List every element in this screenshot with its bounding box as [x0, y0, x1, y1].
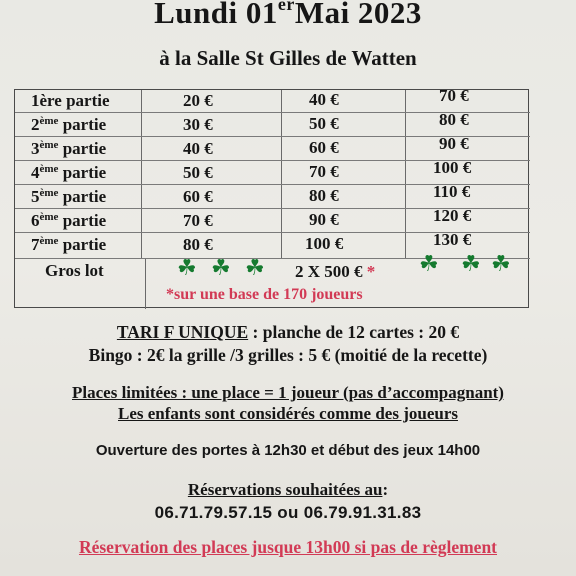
tarif-text: : planche de 12 cartes : 20 € — [248, 322, 460, 342]
row-word: partie — [58, 187, 107, 206]
prize-cell: 110 € — [433, 182, 471, 201]
row-num: 6 — [31, 211, 40, 230]
opening-hours: Ouverture des portes à 12h30 et début des jeux 14h00 — [95, 442, 481, 459]
prize-cell: 120 € — [433, 206, 472, 225]
prize-cell: 50 € — [183, 163, 213, 182]
row-word: partie — [58, 211, 107, 230]
row-sup: ème — [39, 211, 59, 223]
table-divider — [145, 258, 146, 309]
prize-cell: 40 € — [309, 90, 339, 109]
prize-cell: 70 € — [309, 162, 339, 181]
row-num: 5 — [31, 187, 40, 206]
prize-cell: 70 € — [183, 211, 213, 230]
prize-cell: 100 € — [433, 158, 472, 177]
row-label — [31, 211, 106, 231]
row-label — [31, 235, 106, 255]
phone-numbers: 06.71.79.57.15 ou 06.79.91.31.83 — [154, 503, 422, 522]
row-num: 2 — [31, 115, 40, 134]
enfants-line: Les enfants sont considérés comme des joueurs — [118, 404, 458, 423]
row-label — [31, 115, 106, 135]
row-num: 7 — [31, 235, 40, 254]
row-sup: ème — [39, 139, 59, 151]
row-word: partie — [58, 139, 107, 158]
row-sup: ème — [39, 163, 59, 175]
reservations-label: Réservations souhaitées au — [187, 480, 383, 499]
title-sup: er — [277, 0, 295, 14]
prize-cell: 90 € — [309, 210, 339, 229]
reservations-heading — [0, 480, 576, 500]
prize-cell: 90 € — [439, 134, 469, 153]
prize-cell: 80 € — [309, 186, 339, 205]
gros-lot-star: * — [366, 262, 376, 281]
row-word: partie — [58, 235, 107, 254]
prize-cell: 60 € — [309, 138, 339, 157]
prize-cell: 130 € — [433, 230, 472, 249]
prize-cell: 100 € — [305, 234, 344, 253]
prize-cell: 60 € — [183, 187, 213, 206]
reservations-colon: : — [382, 480, 389, 499]
row-sup: ème — [39, 187, 59, 199]
row-label — [31, 163, 106, 183]
prize-cell: 70 € — [439, 86, 469, 105]
shamrock-icon: ☘ — [245, 255, 265, 280]
title-rest: Mai 2023 — [294, 0, 422, 30]
row-num: 4 — [31, 163, 40, 182]
shamrock-icon: ☘ — [177, 255, 197, 280]
bingo-line: Bingo : 2€ la grille /3 grilles : 5 € (moitié de la recette) — [88, 345, 488, 365]
prize-cell: 40 € — [183, 139, 213, 158]
gros-lot-label: Gros lot — [45, 261, 104, 280]
row-sup: ème — [39, 115, 59, 127]
gros-lot-amount: 2 X 500 € — [295, 262, 363, 281]
row-sup: ème — [39, 235, 59, 247]
prize-cell: 50 € — [309, 114, 339, 133]
row-label — [31, 139, 106, 159]
poster-title — [0, 0, 576, 31]
venue-line: à la Salle St Gilles de Watten — [159, 46, 417, 70]
shamrock-icon: ☘ — [491, 251, 511, 276]
shamrock-icon: ☘ — [211, 255, 231, 280]
row-word: partie — [58, 163, 107, 182]
prize-cell: 30 € — [183, 115, 213, 134]
prize-cell: 80 € — [183, 235, 213, 254]
places-line: Places limitées : une place = 1 joueur (pas d’accompagnant) — [72, 383, 504, 402]
row-label — [31, 187, 106, 207]
row-num: 3 — [31, 139, 40, 158]
base-note: *sur une base de 170 joueurs — [166, 286, 363, 303]
row-word: partie — [58, 115, 107, 134]
title-date: Lundi 01 — [154, 0, 278, 30]
shamrock-icon: ☘ — [419, 251, 439, 276]
tarif-line — [0, 322, 576, 343]
prize-cell: 20 € — [183, 91, 213, 110]
prize-table — [14, 86, 529, 308]
shamrock-icon: ☘ — [461, 251, 481, 276]
row-label: 1ère partie — [31, 91, 110, 110]
table-divider — [15, 258, 530, 259]
tarif-label: TARI F UNIQUE — [116, 322, 249, 342]
prize-cell: 80 € — [439, 110, 469, 129]
gros-lot-value — [295, 262, 375, 282]
reservation-note: Réservation des places jusque 13h00 si pas de règlement — [78, 537, 498, 557]
